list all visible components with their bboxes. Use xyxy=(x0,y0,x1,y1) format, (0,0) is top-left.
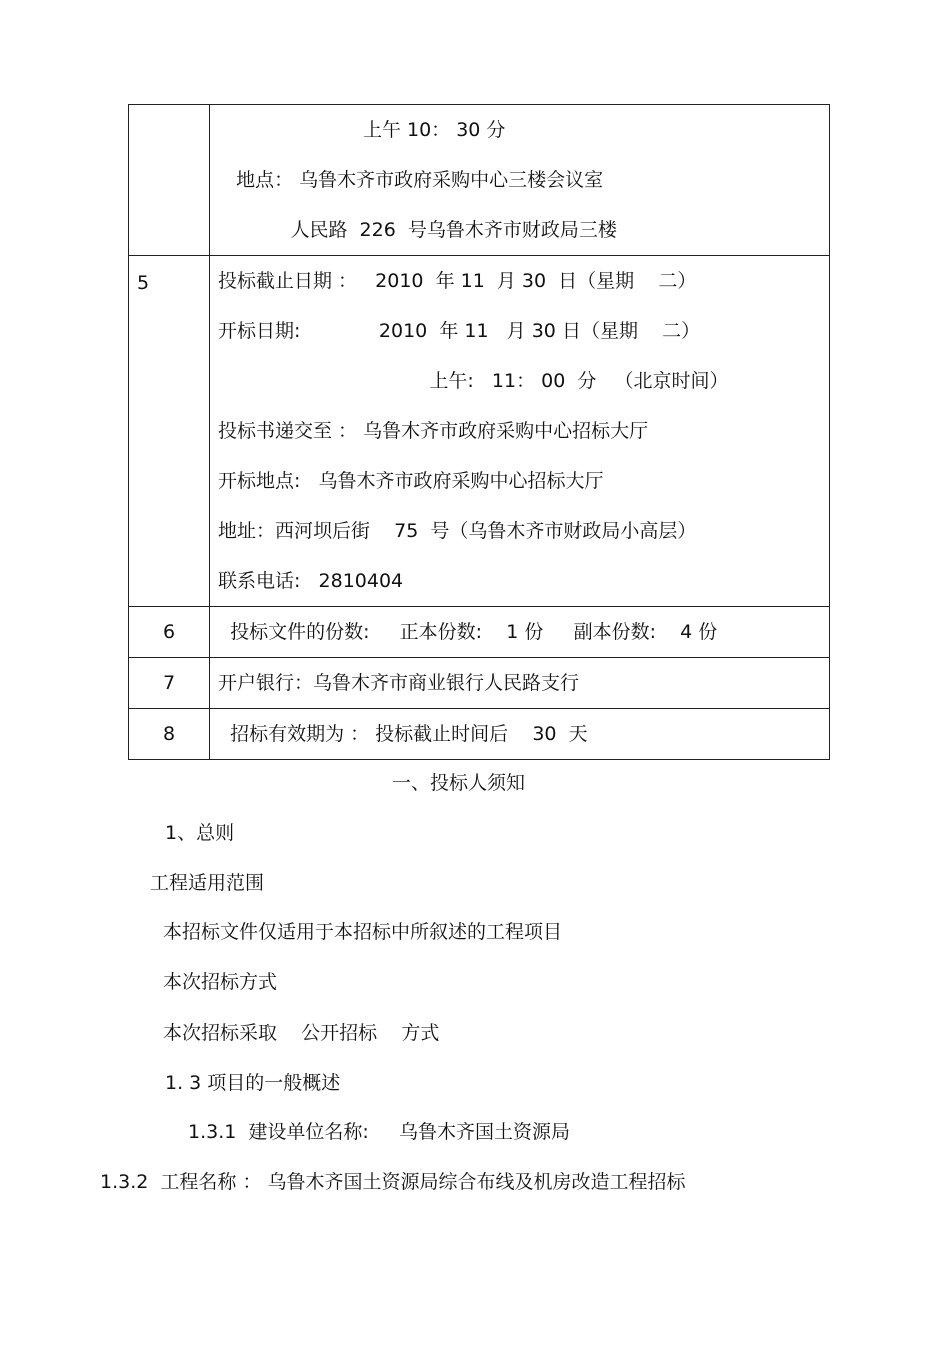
table-line: 地址：西河坝后街 75 号（乌鲁木齐市财政局小高层） xyxy=(218,520,697,542)
scope-text: 本招标文件仅适用于本招标中所叙述的工程项目 xyxy=(163,921,563,943)
table-line: 开户银行：乌鲁木齐市商业银行人民路支行 xyxy=(218,672,580,694)
row-content-cell xyxy=(210,105,830,256)
table-row-5 xyxy=(129,256,830,607)
item-1-3-1: 1.3.1 建设单位名称: 乌鲁木齐国土资源局 xyxy=(188,1121,571,1143)
scope-title: 工程适用范围 xyxy=(150,872,265,894)
table-row-continued xyxy=(129,105,830,256)
row-content-cell xyxy=(210,607,830,658)
general-heading: 1、总则 xyxy=(165,822,235,844)
row-number: 5 xyxy=(137,272,150,294)
row-number: 7 xyxy=(162,672,176,694)
table-line: 开标地点: 乌鲁木齐市政府采购中心招标大厅 xyxy=(218,470,604,492)
row-content-cell xyxy=(210,709,830,760)
table-line: 人民路 226 号乌鲁木齐市财政局三楼 xyxy=(218,219,617,241)
row-number: 8 xyxy=(162,723,176,745)
table-line: 投标截止日期 ： 2010 年 11 月 30 日（星期 二） xyxy=(218,270,697,292)
tender-info-table xyxy=(128,104,830,760)
row-number-cell xyxy=(129,709,210,760)
row-content-cell xyxy=(210,256,830,607)
table-line: 地点： 乌鲁木齐市政府采购中心三楼会议室 xyxy=(218,169,604,191)
row-number: 6 xyxy=(162,621,176,643)
table-line: 上午: 11： 00 分 （北京时间） xyxy=(218,370,729,392)
row-content-cell xyxy=(210,658,830,709)
section-heading: 一、投标人须知 xyxy=(392,772,526,794)
table-row-7 xyxy=(129,658,830,709)
method-title: 本次招标方式 xyxy=(163,971,278,993)
table-row-8 xyxy=(129,709,830,760)
item-1-3-2: 1.3.2 工程名称 ： 乌鲁木齐国土资源局综合布线及机房改造工程招标 xyxy=(100,1171,686,1193)
table-line: 招标有效期为 ： 投标截止时间后 30 天 xyxy=(218,723,588,745)
table-line: 投标书递交至 ： 乌鲁木齐市政府采购中心招标大厅 xyxy=(218,420,649,442)
row-number-cell xyxy=(129,256,210,607)
row-number-cell xyxy=(129,607,210,658)
row-number-cell xyxy=(129,658,210,709)
overview-heading: 1. 3 项目的一般概述 xyxy=(165,1072,341,1094)
table-line: 开标日期: 2010 年 11 月 30 日（星期 二） xyxy=(218,320,701,342)
table-line: 投标文件的份数: 正本份数: 1 份 副本份数: 4 份 xyxy=(218,621,718,643)
table-line: 联系电话: 2810404 xyxy=(218,570,404,592)
method-text: 本次招标采取 公开招标 方式 xyxy=(163,1022,440,1044)
table-row-6 xyxy=(129,607,830,658)
row-number-cell xyxy=(129,105,210,256)
table-line: 上午 10： 30 分 xyxy=(218,119,506,141)
